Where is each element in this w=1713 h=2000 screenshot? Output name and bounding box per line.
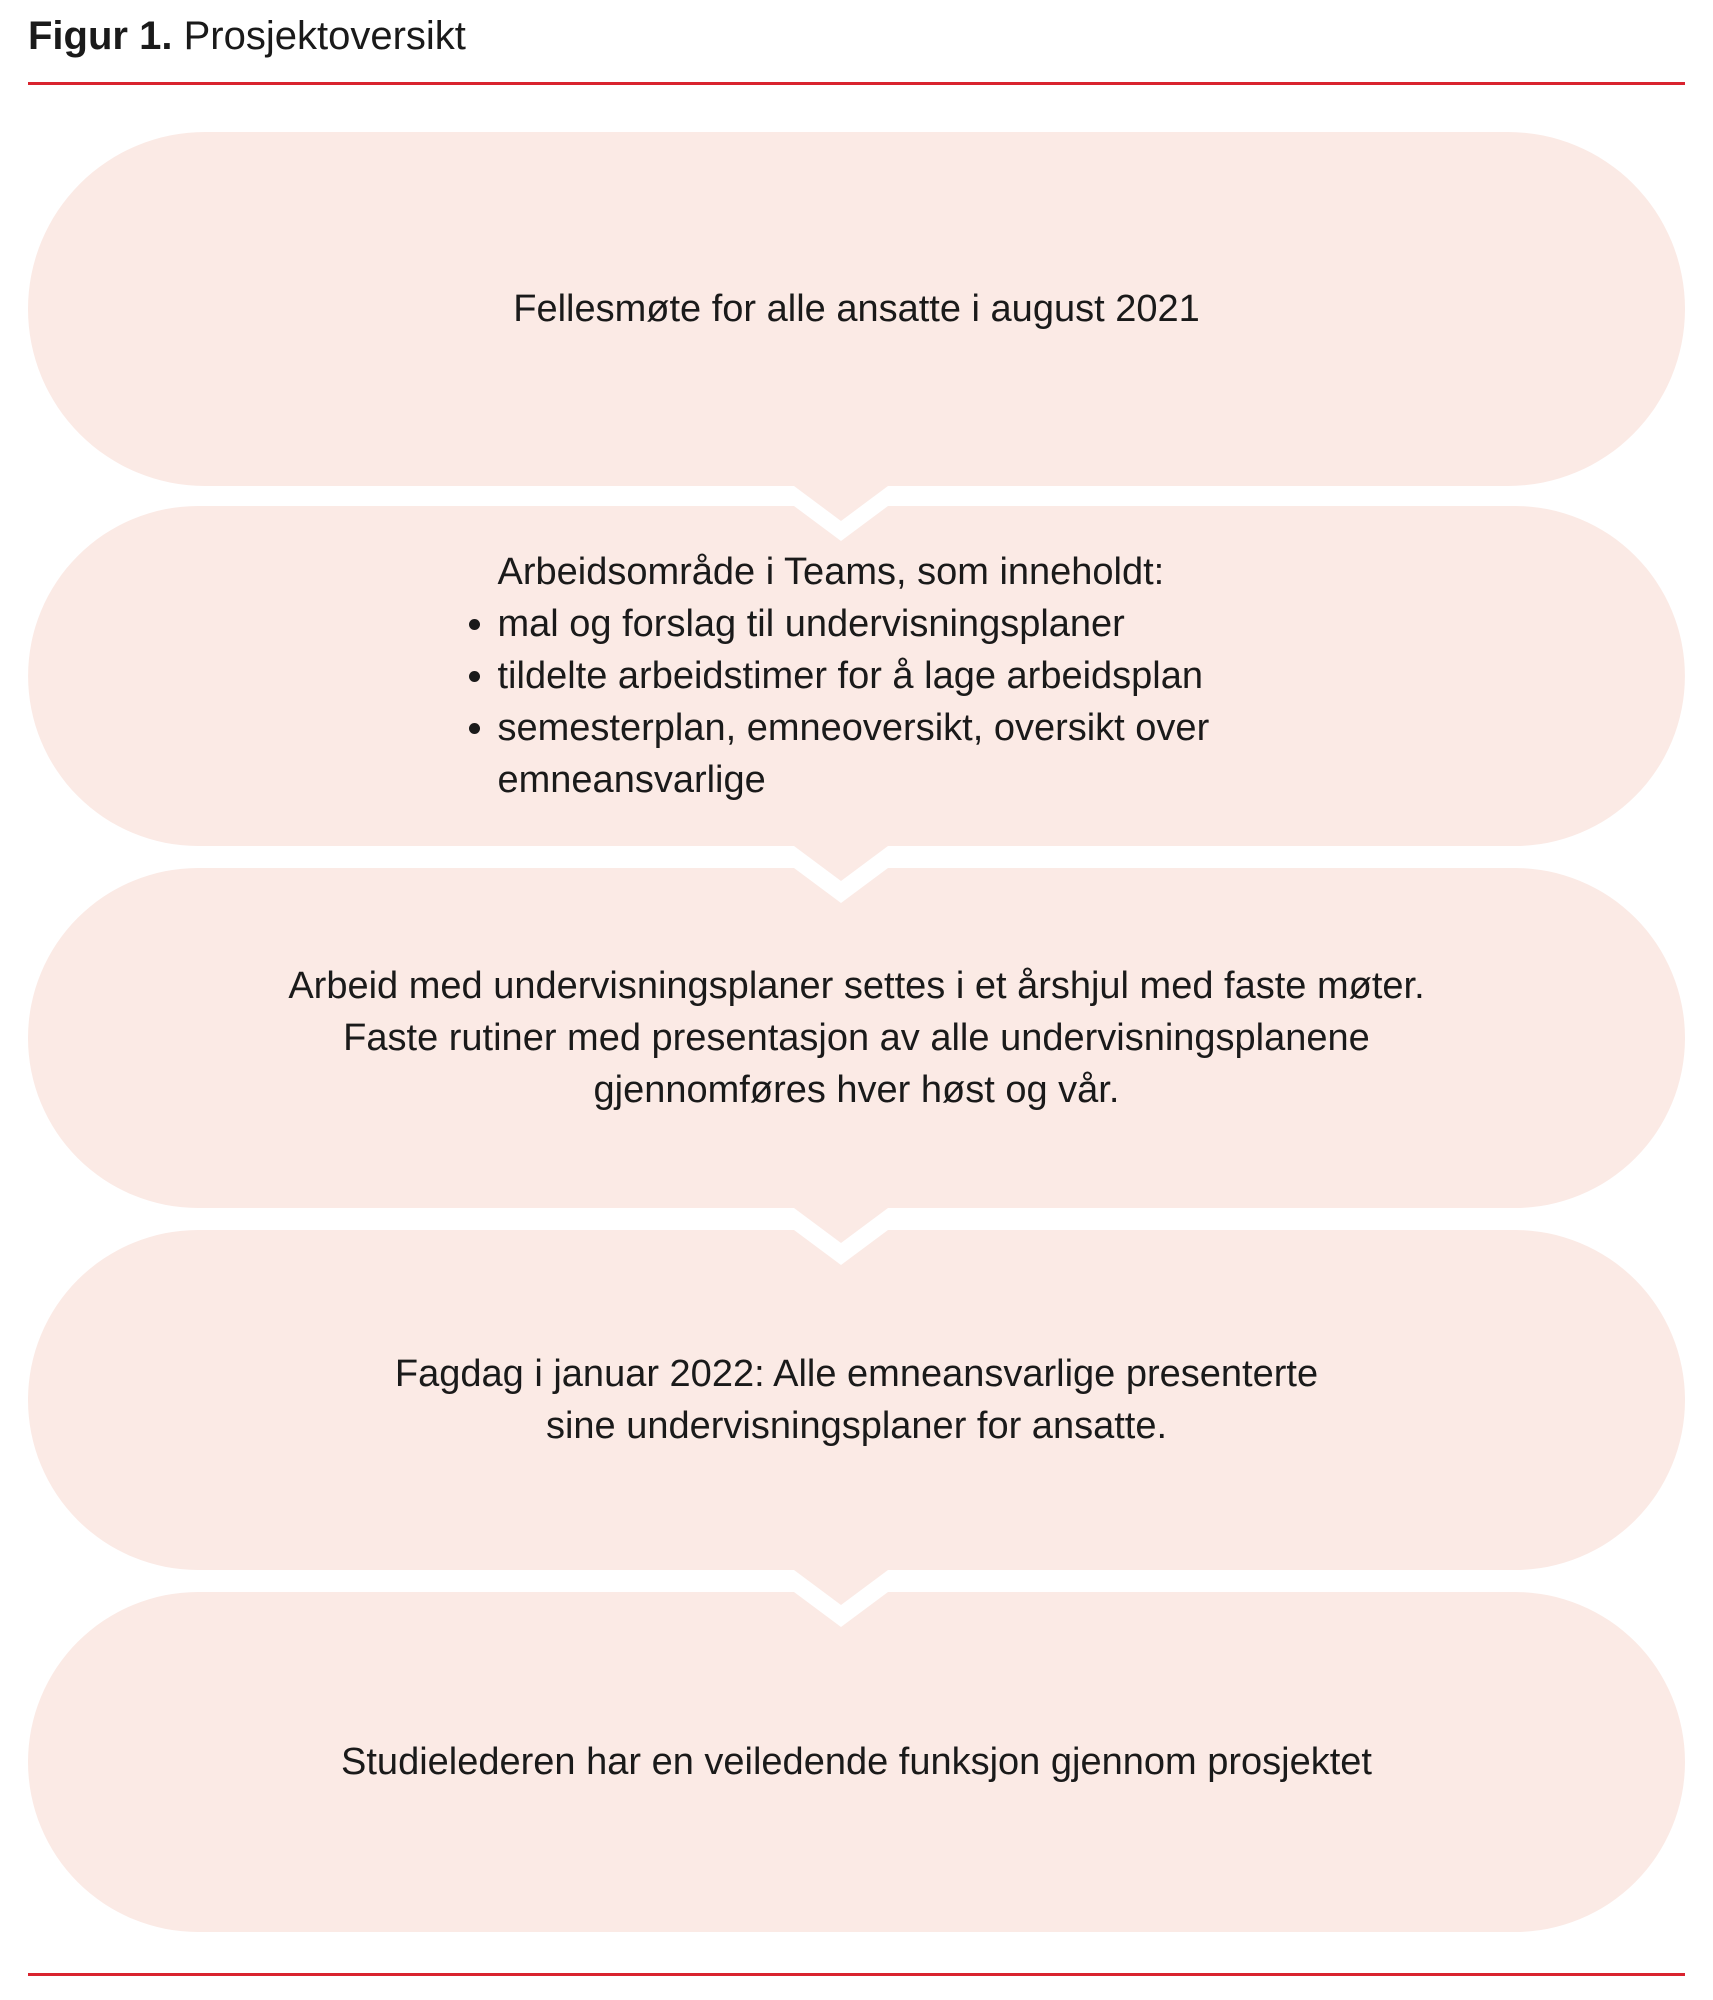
stage-5 <box>28 1592 1685 1932</box>
figure-label: Figur 1. <box>28 14 173 58</box>
stage-1 <box>28 132 1685 486</box>
stage-4 <box>28 1230 1685 1570</box>
stage-1-text: Fellesmøte for alle ansatte i august 2021 <box>513 288 1200 330</box>
stage-3-line-2: Faste rutiner med presentasjon av alle undervisningsplanene <box>343 1017 1370 1059</box>
stage-3-line-3: gjennomføres hver høst og vår. <box>593 1069 1120 1111</box>
stage-3-line-1: Arbeid med undervisningsplaner settes i et årshjul med faste møter. <box>288 965 1425 1007</box>
stage-5-text: Studielederen har en veiledende funksjon gjennom prosjektet <box>341 1741 1372 1783</box>
stage-2-intro: Arbeidsområde i Teams, som inneholdt: <box>497 551 1165 593</box>
bottom-rule <box>28 1973 1685 1976</box>
stage-4-line-1: Fagdag i januar 2022: Alle emneansvarlige presenterte <box>394 1353 1319 1395</box>
stage-2-list <box>456 546 1258 806</box>
stage-2 <box>28 506 1685 846</box>
stage-2-bullet-3: • semesterplan, emneoversikt, oversikt over emneansvarlige <box>498 702 1258 806</box>
stage-4-line-2: sine undervisningsplaner for ansatte. <box>545 1405 1168 1447</box>
stage-2-bullets <box>456 598 1258 806</box>
stage-2-bullet-2: • tildelte arbeidstimer for å lage arbeidsplan <box>498 650 1258 702</box>
stage-3 <box>28 868 1685 1208</box>
figure-title: Prosjektoversikt <box>183 14 466 58</box>
stage-2-bullet-1: • mal og forslag til undervisningsplaner <box>498 598 1258 650</box>
